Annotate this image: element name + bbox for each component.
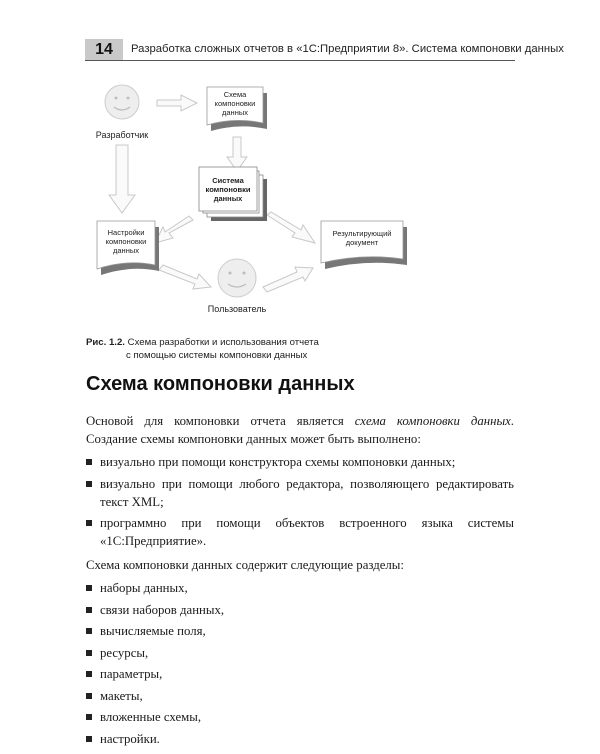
section-heading: Схема компоновки данных bbox=[86, 373, 355, 395]
list-item: программно при помощи объектов встроенного языка системы «1С:Предприятие». bbox=[86, 514, 514, 550]
bullet-square-icon bbox=[86, 481, 92, 487]
caption-line-1: Схема разработки и использования отчета bbox=[127, 337, 319, 348]
settings-document-label: Настройки компоновки данных bbox=[105, 228, 147, 255]
body-text bbox=[86, 412, 514, 754]
result-document-label: Результирующий документ bbox=[332, 229, 392, 247]
figure-caption bbox=[86, 336, 516, 362]
developer-face-icon bbox=[105, 85, 139, 119]
bullet-square-icon bbox=[86, 714, 92, 720]
bullet-square-icon bbox=[86, 628, 92, 634]
list-item: визуально при помощи любого редактора, позволяющего редактировать текст XML; bbox=[86, 475, 514, 511]
developer-label: Разработчик bbox=[95, 130, 149, 140]
list-item: макеты, bbox=[86, 687, 514, 705]
list-item: ресурсы, bbox=[86, 644, 514, 662]
schema-document-label: Схема компоновки данных bbox=[214, 90, 256, 117]
bullet-square-icon bbox=[86, 585, 92, 591]
figure-diagram bbox=[85, 75, 515, 330]
bullet-square-icon bbox=[86, 520, 92, 526]
user-face-icon bbox=[218, 259, 256, 297]
bullet-square-icon bbox=[86, 671, 92, 677]
list-item: визуально при помощи конструктора схемы компоновки данных; bbox=[86, 453, 514, 471]
diagram-graphic bbox=[85, 75, 515, 330]
caption-number: Рис. 1.2. bbox=[86, 337, 125, 348]
ways-list bbox=[86, 453, 514, 550]
bullet-square-icon bbox=[86, 736, 92, 742]
list-item: параметры, bbox=[86, 665, 514, 683]
list-item: вложенные схемы, bbox=[86, 708, 514, 726]
sections-intro-paragraph: Схема компоновки данных содержит следующие разделы: bbox=[86, 558, 404, 572]
list-item: вычисляемые поля, bbox=[86, 622, 514, 640]
system-document-label: Система компоновки данных bbox=[205, 176, 251, 203]
intro-emphasis: схема компоновки данных bbox=[354, 414, 511, 428]
bullet-square-icon bbox=[86, 693, 92, 699]
caption-line-2: с помощью системы компоновки данных bbox=[126, 350, 308, 361]
bullet-square-icon bbox=[86, 650, 92, 656]
list-item: настройки. bbox=[86, 730, 514, 748]
intro-paragraph: Основой для компоновки отчета является схема компоновки данных. Создание схемы компоновки данных может быть выполнено: bbox=[86, 414, 514, 446]
bullet-square-icon bbox=[86, 459, 92, 465]
bullet-square-icon bbox=[86, 607, 92, 613]
page-header bbox=[85, 36, 564, 60]
list-item: наборы данных, bbox=[86, 579, 514, 597]
sections-list bbox=[86, 579, 514, 748]
user-label: Пользователь bbox=[207, 304, 267, 314]
page-number: 14 bbox=[95, 41, 113, 58]
list-item: связи наборов данных, bbox=[86, 601, 514, 619]
running-title: Разработка сложных отчетов в «1С:Предприятии 8». Система компоновки данных bbox=[131, 43, 564, 55]
header-rule bbox=[85, 60, 515, 61]
